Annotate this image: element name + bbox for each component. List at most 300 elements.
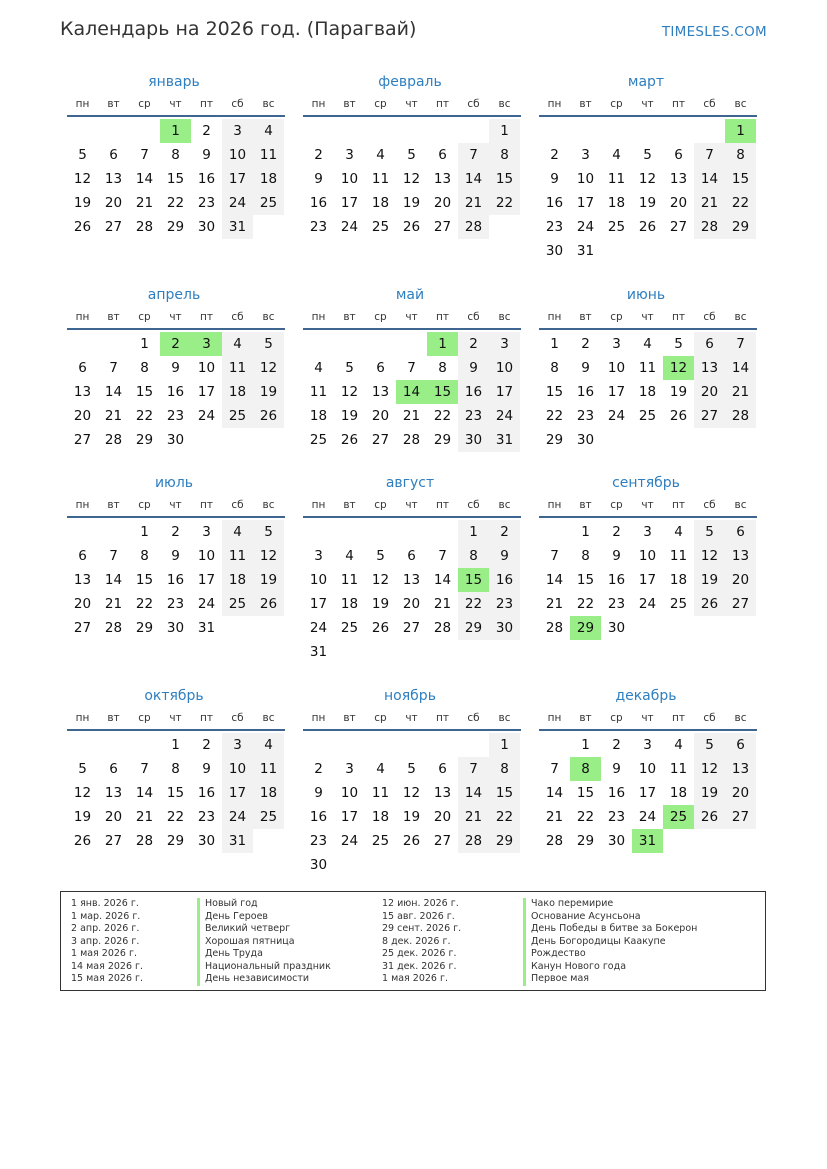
day-cell: 29 <box>135 620 154 636</box>
weekday-header <box>67 495 285 518</box>
legend-dates-left <box>71 898 143 986</box>
day-cell: 30 <box>166 620 185 636</box>
empty-cell <box>396 520 427 544</box>
legend-holiday-date: 1 мая 2026 г. <box>71 948 137 959</box>
weekday-label: ср <box>610 712 623 724</box>
day-cell: 14 <box>458 167 489 191</box>
month-6 <box>535 283 757 452</box>
holiday-day-cell: 1 <box>427 332 458 356</box>
weekday-header <box>67 94 285 117</box>
legend-holiday-date: 15 мая 2026 г. <box>71 973 144 984</box>
day-cell: 31 <box>309 644 328 660</box>
empty-cell <box>67 332 98 356</box>
day-cell: 11 <box>309 384 328 400</box>
empty-cell <box>98 733 129 757</box>
day-cell: 8 <box>489 143 520 167</box>
day-cell: 18 <box>638 384 657 400</box>
day-cell: 11 <box>222 544 253 568</box>
weekday-label: вт <box>343 311 356 323</box>
weekday-label: пн <box>547 311 562 323</box>
day-cell: 1 <box>171 737 180 753</box>
day-cell: 25 <box>638 408 657 424</box>
day-cell: 17 <box>607 384 626 400</box>
weekday-label: вт <box>579 499 592 511</box>
day-cell: 20 <box>694 380 725 404</box>
day-cell: 27 <box>402 620 421 636</box>
day-cell: 22 <box>545 408 564 424</box>
day-cell: 29 <box>135 432 154 448</box>
day-cell: 4 <box>222 332 253 356</box>
holiday-day-cell: 14 <box>396 380 427 404</box>
legend-dates-right <box>382 898 461 986</box>
weekday-label: чт <box>169 499 182 511</box>
weekday-label: вс <box>262 311 275 323</box>
weekday-label: пт <box>672 499 685 511</box>
day-cell: 25 <box>371 833 390 849</box>
weekday-label: вт <box>107 311 120 323</box>
day-cell: 6 <box>109 761 118 777</box>
day-cell: 11 <box>222 356 253 380</box>
day-cell: 23 <box>576 408 595 424</box>
weekday-label: сб <box>467 98 480 110</box>
day-cell: 17 <box>489 380 520 404</box>
day-cell: 3 <box>345 761 354 777</box>
legend-holiday-name: Чако перемирие <box>523 898 697 911</box>
weekday-label: сб <box>703 712 716 724</box>
day-cell: 16 <box>576 384 595 400</box>
weekday-header <box>303 94 521 117</box>
day-cell: 2 <box>202 737 211 753</box>
day-cell: 15 <box>489 167 520 191</box>
month-8 <box>299 471 521 664</box>
month-12 <box>535 684 757 853</box>
day-cell: 8 <box>171 761 180 777</box>
day-cell: 26 <box>669 408 688 424</box>
day-cell: 27 <box>371 432 390 448</box>
holiday-day-cell: 25 <box>663 805 694 829</box>
legend-holiday-date: 25 дек. 2026 г. <box>382 948 457 959</box>
day-cell: 16 <box>489 568 520 592</box>
day-cell: 28 <box>104 432 123 448</box>
day-cell: 21 <box>545 809 564 825</box>
day-cell: 29 <box>433 432 452 448</box>
legend-holiday-name: Основание Асунсьона <box>523 911 697 924</box>
day-cell: 27 <box>104 833 123 849</box>
month-name: март <box>627 74 665 90</box>
empty-cell <box>539 733 570 757</box>
day-cell: 10 <box>197 360 216 376</box>
day-cell: 22 <box>433 408 452 424</box>
day-cell: 30 <box>309 857 328 873</box>
empty-cell <box>67 119 98 143</box>
day-cell: 5 <box>376 548 385 564</box>
empty-cell <box>303 119 334 143</box>
day-cell: 4 <box>376 761 385 777</box>
month-name: декабрь <box>615 688 677 704</box>
weekday-label: пн <box>547 98 562 110</box>
empty-cell <box>427 119 458 143</box>
day-cell: 8 <box>140 360 149 376</box>
weekday-label: ср <box>374 98 387 110</box>
day-grid <box>303 733 521 877</box>
day-cell: 26 <box>694 592 725 616</box>
empty-cell <box>303 733 334 757</box>
weekday-label: сб <box>467 712 480 724</box>
day-cell: 18 <box>669 785 688 801</box>
day-cell: 13 <box>104 785 123 801</box>
day-cell: 13 <box>73 572 92 588</box>
day-cell: 5 <box>78 147 87 163</box>
day-cell: 28 <box>104 620 123 636</box>
day-cell: 2 <box>314 147 323 163</box>
legend-holiday-name: Канун Нового года <box>523 961 697 974</box>
day-cell: 26 <box>253 592 284 616</box>
weekday-label: чт <box>405 311 418 323</box>
day-cell: 1 <box>489 733 520 757</box>
day-cell: 28 <box>545 620 564 636</box>
legend-holiday-date: 1 мар. 2026 г. <box>71 910 141 922</box>
day-cell: 10 <box>222 757 253 781</box>
weekday-label: пн <box>547 712 562 724</box>
weekday-label: чт <box>405 499 418 511</box>
day-cell: 21 <box>694 191 725 215</box>
day-cell: 30 <box>166 432 185 448</box>
empty-cell <box>396 733 427 757</box>
weekday-label: пт <box>200 499 213 511</box>
day-cell: 22 <box>166 195 185 211</box>
day-cell: 19 <box>371 596 390 612</box>
day-cell: 5 <box>407 147 416 163</box>
weekday-label: пт <box>200 98 213 110</box>
day-cell: 2 <box>581 336 590 352</box>
day-cell: 18 <box>607 195 626 211</box>
day-cell: 30 <box>197 219 216 235</box>
day-cell: 5 <box>253 520 284 544</box>
day-cell: 25 <box>371 219 390 235</box>
day-cell: 5 <box>345 360 354 376</box>
weekday-label: сб <box>703 311 716 323</box>
day-cell: 3 <box>581 147 590 163</box>
day-cell: 29 <box>489 829 520 853</box>
day-cell: 12 <box>694 757 725 781</box>
day-cell: 20 <box>104 809 123 825</box>
day-cell: 3 <box>222 119 253 143</box>
day-cell: 27 <box>433 219 452 235</box>
day-cell: 6 <box>725 520 756 544</box>
day-cell: 12 <box>253 356 284 380</box>
weekday-label: чт <box>641 499 654 511</box>
day-cell: 17 <box>638 572 657 588</box>
day-cell: 23 <box>607 809 626 825</box>
day-cell: 13 <box>669 171 688 187</box>
day-cell: 28 <box>725 404 756 428</box>
weekday-header <box>303 307 521 330</box>
day-cell: 5 <box>407 761 416 777</box>
day-grid <box>67 733 285 853</box>
day-cell: 6 <box>407 548 416 564</box>
weekday-label: чт <box>169 311 182 323</box>
weekday-label: пт <box>672 712 685 724</box>
day-cell: 3 <box>612 336 621 352</box>
day-cell: 16 <box>309 809 328 825</box>
day-cell: 4 <box>345 548 354 564</box>
day-cell: 9 <box>612 761 621 777</box>
day-cell: 14 <box>104 572 123 588</box>
day-cell: 24 <box>340 833 359 849</box>
day-grid <box>67 332 285 452</box>
weekday-label: сб <box>231 311 244 323</box>
day-cell: 15 <box>135 572 154 588</box>
day-cell: 4 <box>612 147 621 163</box>
day-cell: 16 <box>607 785 626 801</box>
day-cell: 24 <box>309 620 328 636</box>
day-cell: 27 <box>694 404 725 428</box>
month-10 <box>63 684 285 853</box>
day-cell: 16 <box>166 572 185 588</box>
day-cell: 22 <box>489 191 520 215</box>
day-cell: 12 <box>402 785 421 801</box>
day-cell: 8 <box>458 544 489 568</box>
weekday-label: пн <box>75 712 90 724</box>
day-cell: 19 <box>340 408 359 424</box>
day-cell: 17 <box>197 384 216 400</box>
day-cell: 18 <box>253 167 284 191</box>
weekday-label: пн <box>311 712 326 724</box>
weekday-label: вс <box>498 712 511 724</box>
month-name: июль <box>154 475 194 491</box>
day-cell: 14 <box>135 785 154 801</box>
weekday-label: сб <box>231 712 244 724</box>
day-cell: 10 <box>638 761 657 777</box>
day-cell: 4 <box>643 336 652 352</box>
empty-cell <box>67 733 98 757</box>
holiday-day-cell: 2 <box>160 332 191 356</box>
weekday-label: ср <box>374 499 387 511</box>
day-cell: 1 <box>140 336 149 352</box>
empty-cell <box>365 520 396 544</box>
month-name: ноябрь <box>384 688 436 704</box>
day-cell: 27 <box>73 620 92 636</box>
day-grid <box>539 119 757 263</box>
day-cell: 16 <box>607 572 626 588</box>
empty-cell <box>663 119 694 143</box>
day-cell: 11 <box>669 761 688 777</box>
day-cell: 8 <box>581 548 590 564</box>
day-cell: 9 <box>581 360 590 376</box>
empty-cell <box>694 119 725 143</box>
day-cell: 21 <box>458 191 489 215</box>
weekday-label: ср <box>374 311 387 323</box>
day-cell: 20 <box>433 195 452 211</box>
day-cell: 15 <box>576 572 595 588</box>
day-cell: 8 <box>489 757 520 781</box>
day-cell: 17 <box>340 809 359 825</box>
empty-cell <box>539 119 570 143</box>
legend-holiday-date: 15 авг. 2026 г. <box>382 910 455 922</box>
day-cell: 28 <box>694 215 725 239</box>
month-1 <box>63 70 285 239</box>
day-cell: 19 <box>402 809 421 825</box>
day-cell: 6 <box>694 332 725 356</box>
weekday-label: вс <box>498 98 511 110</box>
day-cell: 25 <box>222 592 253 616</box>
empty-cell <box>539 520 570 544</box>
day-cell: 26 <box>638 219 657 235</box>
weekday-label: ср <box>138 499 151 511</box>
day-cell: 7 <box>550 761 559 777</box>
day-cell: 13 <box>725 544 756 568</box>
day-cell: 3 <box>314 548 323 564</box>
day-cell: 17 <box>197 572 216 588</box>
weekday-label: сб <box>467 499 480 511</box>
day-cell: 11 <box>371 785 390 801</box>
day-cell: 29 <box>166 219 185 235</box>
day-cell: 21 <box>135 809 154 825</box>
day-cell: 19 <box>73 809 92 825</box>
day-cell: 20 <box>73 596 92 612</box>
day-cell: 26 <box>73 219 92 235</box>
day-cell: 8 <box>725 143 756 167</box>
day-cell: 30 <box>607 620 626 636</box>
weekday-label: пт <box>200 712 213 724</box>
day-cell: 10 <box>222 143 253 167</box>
day-cell: 18 <box>222 568 253 592</box>
weekday-label: ср <box>374 712 387 724</box>
day-cell: 20 <box>725 568 756 592</box>
empty-cell <box>458 119 489 143</box>
month-name: июнь <box>626 287 666 303</box>
day-cell: 22 <box>135 408 154 424</box>
day-cell: 26 <box>371 620 390 636</box>
day-cell: 11 <box>340 572 359 588</box>
day-cell: 18 <box>371 195 390 211</box>
weekday-label: чт <box>169 98 182 110</box>
empty-cell <box>98 119 129 143</box>
month-9 <box>535 471 757 640</box>
day-cell: 11 <box>371 171 390 187</box>
weekday-label: вс <box>262 499 275 511</box>
day-cell: 9 <box>550 171 559 187</box>
weekday-header <box>539 495 757 518</box>
holiday-day-cell: 3 <box>191 332 222 356</box>
day-cell: 21 <box>135 195 154 211</box>
day-cell: 29 <box>725 215 756 239</box>
weekday-label: пт <box>436 98 449 110</box>
day-cell: 19 <box>638 195 657 211</box>
weekday-label: сб <box>703 98 716 110</box>
day-cell: 23 <box>607 596 626 612</box>
day-cell: 8 <box>140 548 149 564</box>
day-cell: 24 <box>222 805 253 829</box>
day-cell: 3 <box>643 524 652 540</box>
day-cell: 7 <box>725 332 756 356</box>
weekday-label: чт <box>169 712 182 724</box>
day-cell: 1 <box>581 737 590 753</box>
day-cell: 11 <box>607 171 626 187</box>
day-cell: 23 <box>197 195 216 211</box>
empty-cell <box>458 733 489 757</box>
day-cell: 1 <box>140 524 149 540</box>
weekday-label: пт <box>672 98 685 110</box>
day-cell: 24 <box>489 404 520 428</box>
holiday-day-cell: 12 <box>663 356 694 380</box>
weekday-label: сб <box>467 311 480 323</box>
day-cell: 5 <box>643 147 652 163</box>
day-cell: 15 <box>545 384 564 400</box>
day-cell: 15 <box>166 171 185 187</box>
day-grid <box>539 520 757 640</box>
day-cell: 28 <box>545 833 564 849</box>
day-cell: 18 <box>222 380 253 404</box>
legend-holiday-name: Национальный праздник <box>197 961 331 974</box>
day-cell: 7 <box>458 757 489 781</box>
day-cell: 17 <box>222 167 253 191</box>
day-cell: 6 <box>109 147 118 163</box>
day-cell: 7 <box>458 143 489 167</box>
empty-cell <box>365 733 396 757</box>
day-cell: 12 <box>371 572 390 588</box>
weekday-label: пн <box>311 98 326 110</box>
empty-cell <box>98 332 129 356</box>
day-cell: 17 <box>222 781 253 805</box>
day-cell: 5 <box>674 336 683 352</box>
weekday-label: вт <box>107 712 120 724</box>
month-name: сентябрь <box>612 475 680 491</box>
weekday-label: ср <box>138 98 151 110</box>
day-cell: 20 <box>104 195 123 211</box>
day-grid <box>67 119 285 239</box>
day-cell: 11 <box>638 360 657 376</box>
day-cell: 16 <box>166 384 185 400</box>
holiday-day-cell: 1 <box>725 119 756 143</box>
weekday-label: вс <box>734 499 747 511</box>
legend-holiday-name: День Богородицы Каакупе <box>523 936 697 949</box>
weekday-label: пн <box>75 311 90 323</box>
day-cell: 19 <box>694 568 725 592</box>
day-cell: 6 <box>376 360 385 376</box>
legend-holiday-name: День Победы в битве за Бокерон <box>523 923 697 936</box>
weekday-label: чт <box>641 712 654 724</box>
day-cell: 3 <box>489 332 520 356</box>
day-cell: 28 <box>458 829 489 853</box>
day-cell: 17 <box>340 195 359 211</box>
weekday-label: пн <box>75 499 90 511</box>
day-cell: 13 <box>402 572 421 588</box>
day-cell: 6 <box>438 147 447 163</box>
site-link[interactable]: TIMESLES.COM <box>661 24 767 40</box>
weekday-label: ср <box>610 499 623 511</box>
day-cell: 7 <box>109 360 118 376</box>
day-cell: 10 <box>197 548 216 564</box>
day-cell: 14 <box>545 785 564 801</box>
weekday-label: вс <box>734 98 747 110</box>
day-cell: 20 <box>669 195 688 211</box>
day-cell: 31 <box>576 243 595 259</box>
day-cell: 27 <box>725 805 756 829</box>
legend-holiday-name: День Героев <box>197 911 331 924</box>
day-cell: 27 <box>725 592 756 616</box>
empty-cell <box>334 733 365 757</box>
day-cell: 19 <box>253 568 284 592</box>
empty-cell <box>303 332 334 356</box>
day-cell: 29 <box>458 616 489 640</box>
day-cell: 29 <box>166 833 185 849</box>
day-cell: 24 <box>607 408 626 424</box>
empty-cell <box>365 332 396 356</box>
day-cell: 24 <box>638 809 657 825</box>
day-cell: 29 <box>545 432 564 448</box>
day-cell: 11 <box>253 757 284 781</box>
